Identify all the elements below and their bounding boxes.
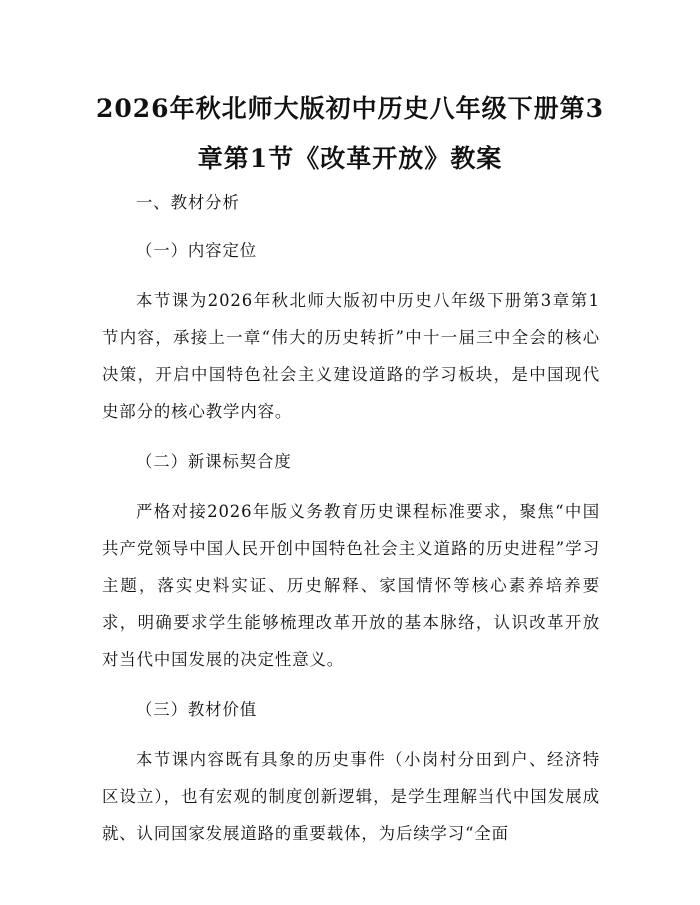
paragraph-content-positioning: 本节课为2026年秋北师大版初中历史八年级下册第3章第1节内容，承接上一章“伟大的历史转折”中十一届三中全会的核心决策，开启中国特色社会主义建设道路的学习板块，是中国现代史部分的核心教学内容。 — [102, 291, 600, 421]
heading-curriculum-alignment: （二）新课标契合度 — [136, 452, 292, 471]
document-title: 2026年秋北师大版初中历史八年级下册第3章第1节《改革开放》教案 — [96, 94, 604, 173]
heading-content-positioning: （一）内容定位 — [136, 241, 258, 260]
paragraph-textbook-value: 本节课内容既有具象的历史事件（小岗村分田到户、经济特区设立），也有宏观的制度创新逻辑，是学生理解当代中国发展成就、认同国家发展道路的重要载体，为后续学习“全面 — [102, 750, 600, 843]
document-body — [102, 186, 600, 852]
heading-textbook-value: （三）教材价值 — [136, 700, 258, 719]
paragraph-curriculum-alignment: 严格对接2026年版义务教育历史课程标准要求，聚焦“中国共产党领导中国人民开创中国特色社会主义道路的历史进程”学习主题，落实史料实证、历史解释、家国情怀等核心素养培养要求，明确要求学生能够梳理改革开放的基本脉络，认识改革开放对当代中国发展的决定性意义。 — [102, 502, 600, 669]
heading-textbook-analysis: 一、教材分析 — [136, 193, 240, 212]
